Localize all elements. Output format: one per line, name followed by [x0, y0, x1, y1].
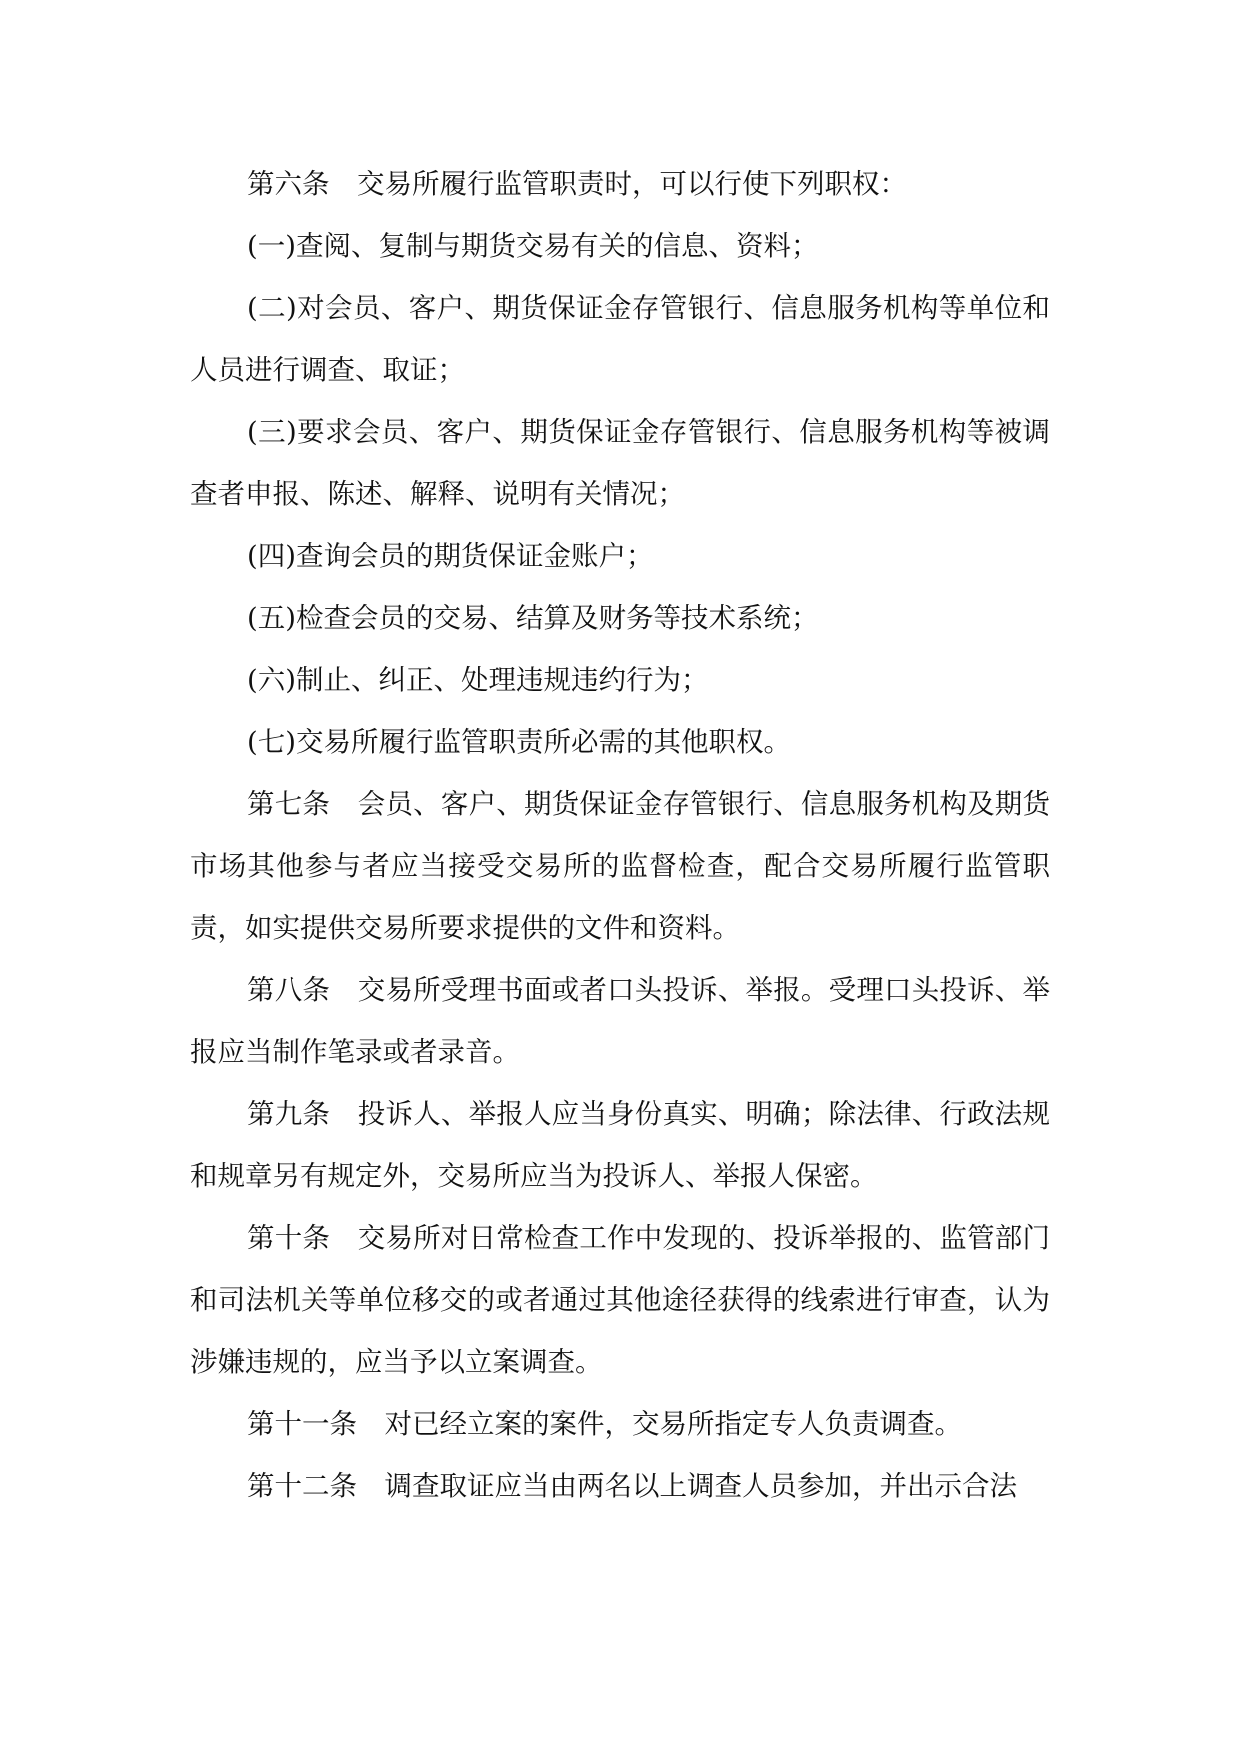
article-6-item-2: (二)对会员、客户、期货保证金存管银行、信息服务机构等单位和人员进行调查、取证；: [190, 292, 1050, 386]
article-6-item-5: (五)检查会员的交易、结算及财务等技术系统；: [247, 602, 819, 634]
article-12: 第十二条 调查取证应当由两名以上调查人员参加，并出示合法: [247, 1470, 1017, 1502]
article-6: 第六条 交易所履行监管职责时，可以行使下列职权：: [247, 168, 907, 200]
article-6-item-1: (一)查阅、复制与期货交易有关的信息、资料；: [247, 230, 819, 262]
article-7: 第七条 会员、客户、期货保证金存管银行、信息服务机构及期货市场其他参与者应当接受交易所的监督检查，配合交易所履行监管职责，如实提供交易所要求提供的文件和资料。: [190, 788, 1050, 944]
article-6-item-7: (七)交易所履行监管职责所必需的其他职权。: [247, 726, 791, 758]
document-body: [190, 153, 1050, 1517]
article-6-item-3: (三)要求会员、客户、期货保证金存管银行、信息服务机构等被调查者申报、陈述、解释、说明有关情况；: [190, 416, 1050, 510]
article-8: 第八条 交易所受理书面或者口头投诉、举报。受理口头投诉、举报应当制作笔录或者录音。: [190, 974, 1050, 1068]
article-11: 第十一条 对已经立案的案件，交易所指定专人负责调查。: [247, 1408, 962, 1440]
article-6-item-4: (四)查询会员的期货保证金账户；: [247, 540, 654, 572]
article-9: 第九条 投诉人、举报人应当身份真实、明确；除法律、行政法规和规章另有规定外，交易所应当为投诉人、举报人保密。: [190, 1098, 1050, 1192]
article-10: 第十条 交易所对日常检查工作中发现的、投诉举报的、监管部门和司法机关等单位移交的或者通过其他途径获得的线索进行审查，认为涉嫌违规的，应当予以立案调查。: [190, 1222, 1050, 1378]
article-6-item-6: (六)制止、纠正、处理违规违约行为；: [247, 664, 709, 696]
